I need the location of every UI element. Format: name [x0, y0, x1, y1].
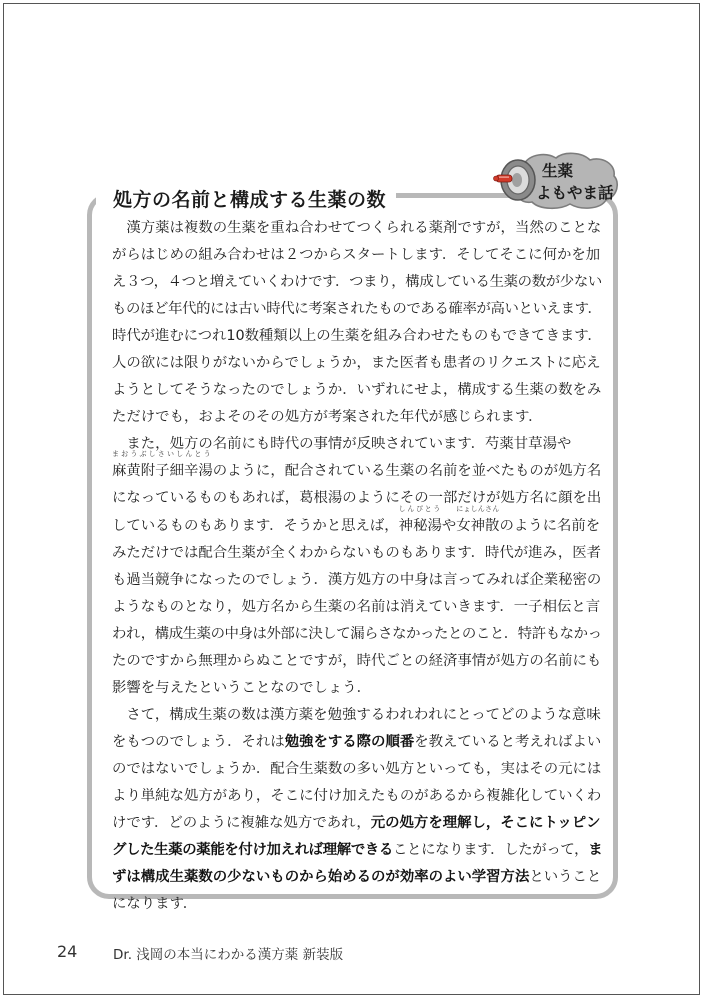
text-line — [112, 810, 602, 837]
body-text-segment: けです．どのように複雑な処方であれ， — [112, 815, 371, 832]
text-line — [112, 215, 602, 242]
body-text-segment: や — [441, 517, 457, 534]
body-text-segment: ようとしてそうなったのでしょうか．いずれにせよ，構成する生薬の数をみ — [112, 382, 602, 399]
body-text-segment: みただけでは配合生薬が全くわからないものもあります．時代が進み，医者 — [112, 544, 601, 561]
text-line — [112, 377, 602, 404]
column-body — [112, 215, 602, 918]
emphasis-text: グした生薬の薬能を付け加えれば理解できる — [112, 842, 393, 859]
text-line — [112, 864, 602, 891]
emphasis-text: 元の処方を理解し，そこにトッピン — [370, 815, 601, 832]
text-line — [112, 485, 602, 512]
body-text-segment: のように，配合されている生薬の名前を並べたものが処方名 — [212, 463, 602, 480]
text-line — [112, 621, 602, 648]
body-text-segment: また，処方の名前にも時代の事情が反映されています．芍薬甘草湯や — [112, 436, 572, 453]
text-line — [112, 269, 602, 296]
body-text-segment: たのですから無理からぬことですが，時代ごとの経済事情が処方の名前にも — [112, 652, 602, 669]
text-line — [112, 891, 602, 918]
running-footer: Dr. 浅岡の本当にわかる漢方薬 新装版 — [113, 947, 344, 963]
ruby-reading: まおうぶしさいしんとう — [112, 450, 213, 459]
column-badge — [490, 150, 620, 212]
ruby-term — [456, 504, 500, 540]
text-line — [112, 594, 602, 621]
body-text-segment: 漢方薬は複数の生薬を重ね合わせてつくられる薬剤ですが，当然のことな — [112, 220, 602, 236]
body-text-segment: になります． — [112, 896, 198, 913]
body-text-segment: ことになります．したがって， — [392, 842, 589, 859]
text-line — [112, 648, 602, 675]
ruby-base: 神秘湯 — [398, 517, 442, 534]
text-line — [112, 729, 602, 756]
body-text-segment: え３つ，４つと増えていくわけです．つまり，構成している生薬の数が少ない — [112, 274, 602, 291]
text-line — [112, 702, 602, 729]
body-text-segment: しているものもあります．そうかと思えば， — [112, 517, 399, 534]
text-line — [112, 242, 602, 269]
body-text-segment: さて，構成生薬の数は漢方薬を勉強するわれわれにとってどのような意味 — [112, 706, 601, 723]
body-text-segment: より単純な処方があり，そこに付け加えたものがあるから複雑化していくわ — [112, 787, 602, 804]
emphasis-text: ずは構成生薬数の少ないものから始めるのが効率のよい学習方法 — [112, 869, 530, 886]
ruby-reading: しんぴとう — [398, 504, 442, 513]
body-text-segment: をもつのでしょう．それは — [112, 733, 285, 750]
body-text-segment: 時代が進むにつれ10数種類以上の生薬を組み合わせたものもできてきます． — [112, 328, 602, 345]
ruby-term — [112, 450, 213, 485]
body-text-segment: ただけでも，およそのその処方が考案された年代が感じられます． — [112, 409, 543, 426]
ruby-base: 麻黄附子細辛湯 — [112, 463, 213, 480]
body-text-segment: のではないでしょうか．配合生薬数の多い処方といっても，実はその元には — [112, 760, 602, 777]
section-title: 処方の名前と構成する生薬の数 — [113, 189, 387, 211]
text-line — [112, 450, 602, 485]
text-line — [112, 783, 602, 810]
body-text-segment: われ，構成生薬の中身は外部に決して漏らさなかったとのこと．特許もなかっ — [112, 625, 602, 642]
text-line — [112, 504, 602, 540]
body-text-segment: を教えていると考えればよい — [414, 733, 602, 750]
body-text-segment: のように名前を — [499, 517, 601, 534]
body-text-segment: になっているものもあれば，葛根湯のようにその一部だけが処方名に顔を出 — [112, 490, 602, 507]
badge-label-1: 生薬 — [542, 162, 574, 180]
body-text-segment: ものほど年代的には古い時代に考案されたものである確率が高いといえます． — [112, 301, 602, 318]
ruby-base: 女神散 — [456, 517, 500, 534]
text-line — [112, 323, 602, 350]
badge-label-2: よもやま話 — [536, 184, 614, 202]
text-line — [112, 540, 602, 567]
body-text-segment: 影響を与えたということなのでしょう． — [112, 679, 372, 696]
text-line — [112, 837, 602, 864]
page-number: 24 — [57, 942, 78, 961]
text-line — [112, 350, 602, 377]
text-line — [112, 675, 602, 702]
body-text-segment: 人の欲には限りがないからでしょうか，また医者も患者のリクエストに応え — [112, 355, 601, 372]
text-line — [112, 567, 602, 594]
text-line — [112, 404, 602, 431]
text-line — [112, 296, 602, 323]
ruby-term — [398, 504, 442, 540]
body-text-segment: も過当競争になったのでしょう．漢方処方の中身は言ってみれば企業秘密の — [112, 571, 602, 588]
body-text-segment: ようなものとなり，処方名から生薬の名前は消えていきます．一子相伝と言 — [112, 598, 601, 615]
ruby-reading: にょしんさん — [456, 504, 500, 513]
emphasis-text: ま — [588, 842, 603, 859]
emphasis-text: 勉強をする際の順番 — [284, 733, 415, 750]
body-text-segment: がらはじめの組み合わせは２つからスタートします．そしてそこに何かを加 — [112, 247, 601, 264]
body-text-segment: ということ — [529, 869, 602, 886]
text-line — [112, 756, 602, 783]
